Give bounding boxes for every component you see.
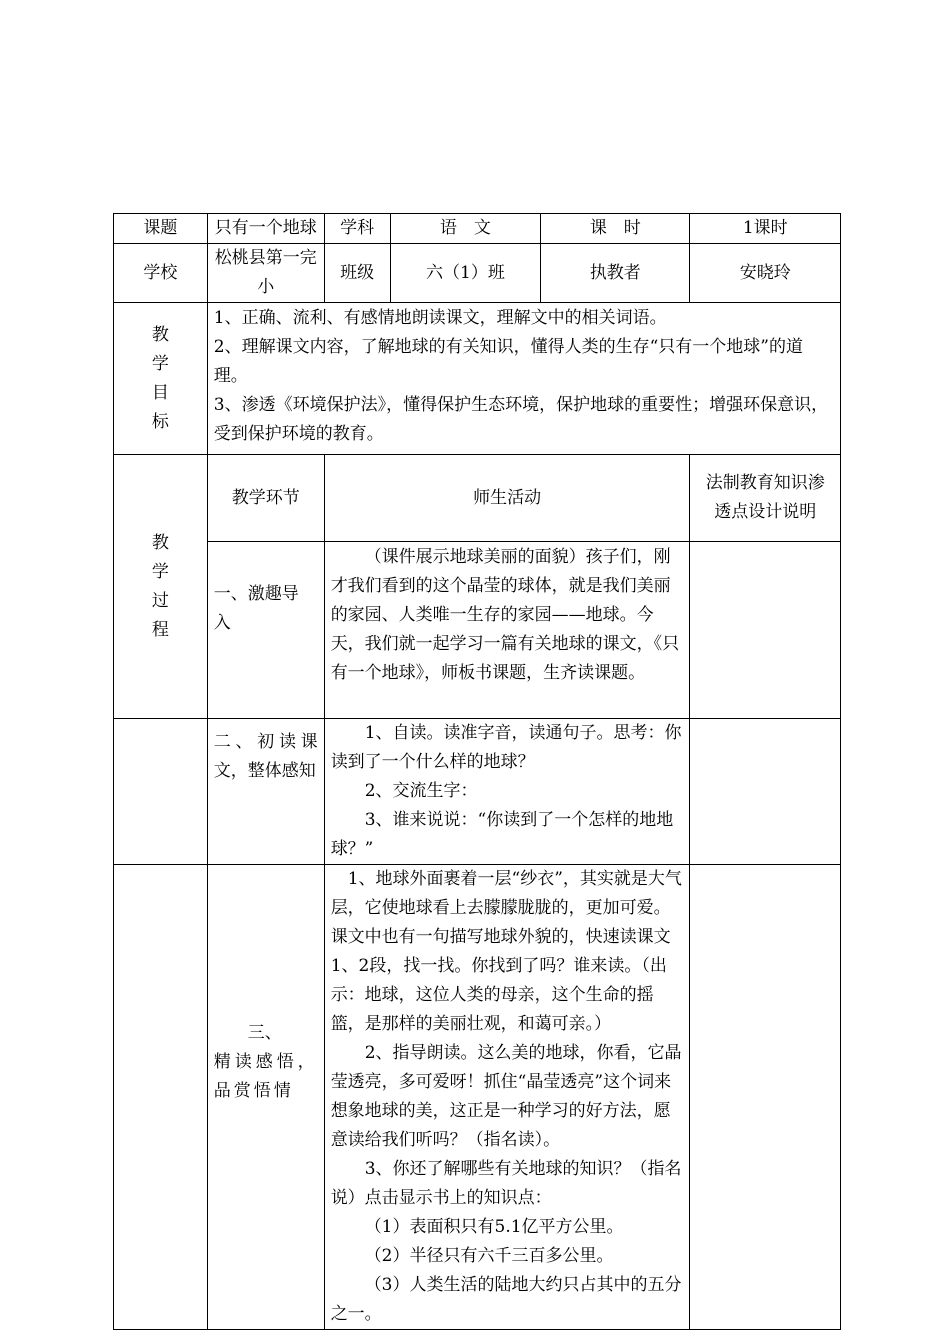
period-value: 1课时 [690, 214, 841, 244]
topic-label: 课题 [114, 214, 208, 244]
subject-label: 学科 [324, 214, 390, 244]
process-label-empty [114, 865, 208, 1330]
period-label: 课 时 [541, 214, 690, 244]
step-law-note [690, 542, 841, 719]
activity-paragraph: 1、自读。读准字音，读通句子。思考：你读到了一个什么样的地球？ [330, 723, 682, 772]
col-step-header: 教学环节 [207, 455, 324, 542]
teacher-value: 安晓玲 [690, 244, 841, 303]
lesson-plan-table [113, 213, 841, 1330]
school-value: 松桃县第一完小 [207, 244, 324, 303]
activity-paragraph: 2、交流生字： [364, 781, 478, 801]
goals-content [207, 303, 840, 455]
teacher-label: 执教者 [541, 244, 690, 303]
step-name: 一、激趣导入 [207, 542, 324, 719]
process-label-empty [114, 719, 208, 865]
step-name-text: 精读感悟，品赏悟情 [213, 1052, 318, 1101]
process-header-row [114, 455, 841, 542]
goals-row [114, 303, 841, 455]
activity-paragraph: （课件展示地球美丽的面貌）孩子们，刚才我们看到的这个晶莹的球体，就是我们美丽的家园、人类唯一生存的家园——地球。今天，我们就一起学习一篇有关地球的课文，《只有一个地球》，师板书课题，生齐读课题。 [330, 547, 680, 683]
col-activity-header: 师生活动 [324, 455, 690, 542]
activity-paragraph: 1、地球外面裹着一层“纱衣”，其实就是大气层，它使地球看上去朦朦胧胧的，更加可爱。课文中也有一句描写地球外貌的，快速读课文1、2段，找一找。你找到了吗？谁来读。（出示：地球，这位人类的母亲，这个生命的摇篮，是那样的美丽壮观，和蔼可亲。） [330, 869, 682, 1034]
activity-paragraph: 3、谁来说说：“你读到了一个怎样的地地球？” [330, 810, 674, 859]
activity-paragraph: 3、你还了解哪些有关地球的知识？（指名说）点击显示书上的知识点： [330, 1159, 682, 1208]
step-row-2 [114, 719, 841, 865]
step-activity [324, 542, 690, 719]
process-label: 教 学 过 程 [114, 455, 208, 719]
goal-item: 2、理解课文内容，了解地球的有关知识，懂得人类的生存“只有一个地球”的道理。 [213, 337, 803, 386]
step-activity [324, 719, 690, 865]
goal-item: 3、渗透《环境保护法》，懂得保护生态环境，保护地球的重要性；增强环保意识，受到保护环境的教育。 [213, 395, 829, 444]
activity-paragraph: 2、指导朗读。这么美的地球，你看，它晶莹透亮，多可爱呀！抓住“晶莹透亮”这个词来想象地球的美，这正是一种学习的好方法，愿意读给我们听吗？（指名读）。 [330, 1043, 682, 1150]
topic-value: 只有一个地球 [207, 214, 324, 244]
step-name: 二、初读课文，整体感知 [207, 719, 324, 865]
class-label: 班级 [324, 244, 390, 303]
activity-paragraph: （3）人类生活的陆地大约只占其中的五分之一。 [330, 1275, 682, 1324]
step-activity [324, 865, 690, 1330]
subject-value: 语 文 [390, 214, 540, 244]
header-row-1 [114, 214, 841, 244]
step-name [207, 865, 324, 1330]
step-row-1 [114, 542, 841, 719]
step-law-note [690, 719, 841, 865]
goals-label: 教 学 目 标 [114, 303, 208, 455]
school-label: 学校 [114, 244, 208, 303]
activity-paragraph: （1）表面积只有5.1亿平方公里。 [364, 1217, 624, 1237]
step-law-note [690, 865, 841, 1330]
header-row-2 [114, 244, 841, 303]
activity-paragraph: （2）半径只有六千三百多公里。 [364, 1246, 614, 1266]
step-row-3 [114, 865, 841, 1330]
step-name-number: 三、 [247, 1023, 282, 1043]
goal-item: 1、正确、流利、有感情地朗读课文，理解文中的相关词语。 [213, 308, 667, 328]
class-value: 六（1）班 [390, 244, 540, 303]
col-law-header: 法制教育知识渗透点设计说明 [690, 455, 841, 542]
